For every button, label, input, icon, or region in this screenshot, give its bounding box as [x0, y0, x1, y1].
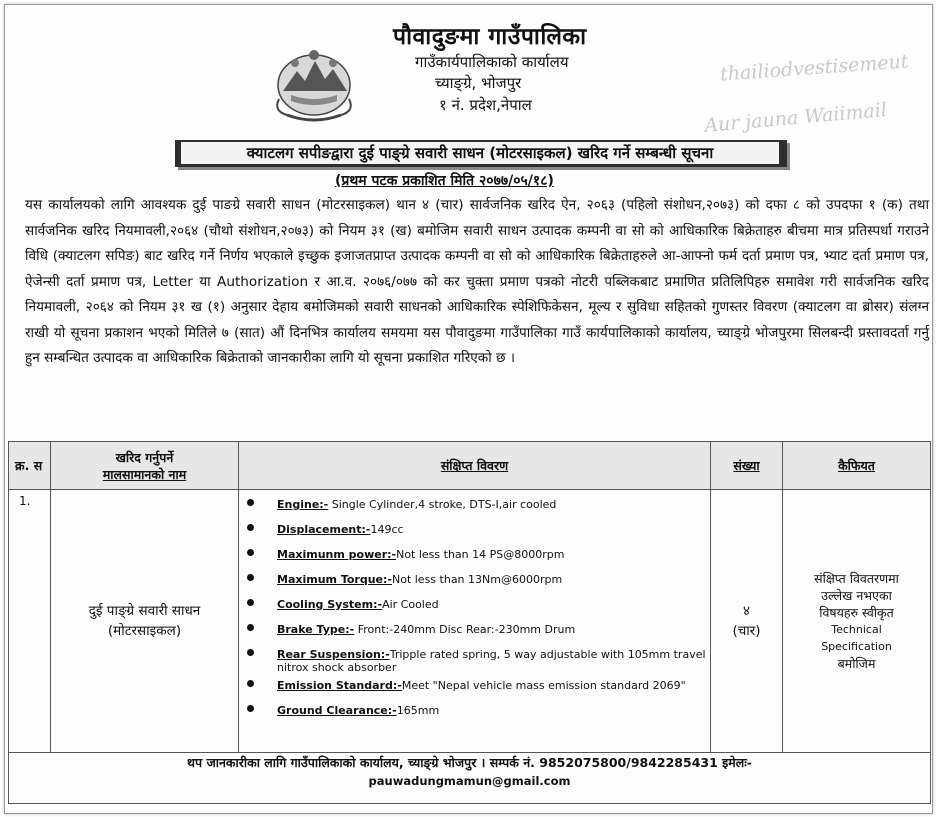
- contact-footer-row: [9, 753, 931, 804]
- remarks-line: बमोजिम: [837, 656, 876, 671]
- header-description: संक्षिप्त विवरण: [239, 442, 711, 490]
- notice-title-banner: [175, 140, 787, 167]
- row-specifications: [239, 490, 711, 753]
- spec-item: [245, 648, 710, 674]
- remarks-line: विषयहरु स्वीकृत: [819, 605, 894, 620]
- row-quantity: [711, 490, 783, 753]
- header-item-name: [51, 442, 239, 490]
- spec-key: Emission Standard:-: [277, 679, 402, 692]
- spec-item: [245, 523, 710, 543]
- province-line: १ नं. प्रदेश,नेपाल: [439, 96, 532, 114]
- header-quantity: संख्या: [711, 442, 783, 490]
- spec-value: Meet "Nepal vehicle mass emission standard 2069": [401, 679, 686, 692]
- header-item-name-line1: खरिद गर्नुपर्ने: [115, 449, 174, 465]
- nepal-emblem-icon: [269, 41, 359, 123]
- bullet-icon: [247, 680, 254, 687]
- publish-date: (प्रथम पटक प्रकाशित मिति २०७७/०५/१८): [335, 173, 554, 189]
- spec-key: Maximum Torque:-: [277, 573, 392, 586]
- spec-item: [245, 704, 710, 724]
- header-sn: क्र. स: [9, 442, 51, 490]
- contact-phone: 9852075800/9842285431: [539, 755, 718, 770]
- contact-email: pauwadungmamun@gmail.com: [368, 774, 571, 788]
- bullet-icon: [247, 549, 254, 556]
- contact-email-label: इमेलः-: [722, 755, 752, 770]
- spec-item: [245, 679, 710, 699]
- bullet-icon: [247, 524, 254, 531]
- table-header-row: [9, 442, 931, 490]
- spec-value: 165mm: [396, 704, 440, 717]
- bullet-icon: [247, 574, 254, 581]
- contact-text: थप जानकारीका लागि गाउँपालिकाको कार्यालय, च्याङ्ग्रे भोजपुर । सम्पर्क नं.: [187, 755, 535, 770]
- remarks-line: संक्षिप्त विवतरणमा: [814, 571, 899, 586]
- items-table: [8, 441, 931, 804]
- row-item-name-line2: (मोटरसाइकल): [107, 623, 182, 639]
- row-item-name: [51, 490, 239, 753]
- row-sn: 1.: [9, 490, 51, 753]
- bullet-icon: [247, 624, 254, 631]
- spec-value: 149cc: [370, 523, 404, 536]
- office-name: गाउँकार्यपालिकाको कार्यालय: [415, 53, 569, 71]
- row-quantity-words: (चार): [732, 623, 761, 639]
- spec-item: [245, 498, 710, 518]
- header-item-name-line2: मालसामानको नाम: [102, 466, 187, 482]
- bullet-icon: [247, 649, 254, 656]
- notice-body: यस कार्यालयको लागि आवश्यक दुई पाङग्रे सवारी साधन (मोटरसाइकल) थान ४ (चार) सार्वजनिक खरिद ऐन, २०६३ (पहिलो संशोधन,२०७३) को दफा ८ को उपदफा १ (क) तथा सार्वजनिक खरिद नियमावली,२०६४ (चौथो संशोधन,२०७३) को नियम ३१ (ख) बमोजिम सवारी साधन उत्पादक कम्पनी वा सो को आधिकारिक बिक्रेताहरु बीचमा मात्र प्रतिस्पर्धा गराउने विधि (क्याटलग सपिङ) बाट खरिद गर्ने निर्णय भएकाले इच्छुक इजाजतप्राप्त उत्पादक कम्पनी वा सो को आधिकारिक बिक्रेताहरुले आ-आफ्नो फर्म दर्ता प्रमाण पत्र, भ्याट दर्ता प्रमाण पत्र, ऐजेन्सी दर्ता प्रमाण पत्र, Letter या Authorization र आ.व. २०७६/०७७ को कर चुक्ता प्रमाण पत्रको नोटरी पब्लिकबाट प्रमाणित प्रतिलिपिहरु समावेश गरी सार्वजनिक खरिद नियमावली, २०६४ को नियम ३१ ख (१) अनुसार देहाय बमोजिमको सवारी साधनको आधिकारिक स्पेशिफिकेसन, मूल्य र सुविधा सहितको गुणस्तर विवरण (क्याटलग वा ब्रोसर) संलग्न राखी यो सूचना प्रकाशन भएको मितिले ७ (सात) औं दिनभित्र कार्यालय समयमा यस पौवादुङमा गाउँपालिका गाउँ कार्यपालिकाको कार्यालय, च्याङ्ग्रे भोजपुरमा सिलबन्दी प्रस्तावदर्ता गर्नु हुन सम्बन्धित उत्पादक वा आधिकारिक बिक्रेताको जानकारीका लागि यो सूचना प्रकाशित गरिएको छ ।: [25, 197, 930, 366]
- spec-key: Engine:-: [277, 498, 329, 511]
- municipality-name: पौवादुङमा गाउँपालिका: [393, 24, 587, 50]
- spec-key: Brake Type:-: [277, 623, 355, 636]
- table-row: [9, 490, 931, 753]
- spec-key: Ground Clearance:-: [277, 704, 397, 717]
- spec-value: Single Cylinder,4 stroke, DTS-I,air cooled: [328, 498, 557, 511]
- notice-title: क्याटलग सपीङद्वारा दुई पाङ्ग्रे सवारी साधन (मोटरसाइकल) खरिद गर्ने सम्बन्धी सूचना: [181, 142, 779, 164]
- spec-value: Tripple rated spring, 5 way adjustable with 105mm travel nitrox shock absorber: [277, 648, 706, 674]
- bullet-icon: [247, 599, 254, 606]
- contact-footer: [9, 753, 931, 804]
- remarks-line: Technical: [831, 623, 882, 636]
- spec-key: Displacement:-: [277, 523, 371, 536]
- spec-key: Cooling System:-: [277, 598, 383, 611]
- spec-item: [245, 573, 710, 593]
- header-remarks: कैफियत: [783, 442, 931, 490]
- spec-value: Front:-240mm Disc Rear:-230mm Drum: [354, 623, 576, 636]
- spec-key: Rear Suspension:-: [277, 648, 390, 661]
- row-remarks: [783, 490, 931, 753]
- faded-bleedthrough-text: Aur jauna Waiimail: [703, 99, 888, 137]
- spec-value: Not less than 13Nm@6000rpm: [391, 573, 563, 586]
- faded-bleedthrough-text: thailiodvestisemeut: [719, 50, 910, 86]
- bullet-icon: [247, 499, 254, 506]
- spec-item: [245, 623, 710, 643]
- spec-value: Air Cooled: [382, 598, 439, 611]
- row-quantity-number: ४: [742, 603, 751, 619]
- spec-value: Not less than 14 PS@8000rpm: [396, 548, 565, 561]
- spec-list: [239, 490, 710, 724]
- spec-item: [245, 548, 710, 568]
- remarks-line: Specification: [821, 640, 892, 653]
- office-location: च्याङ्ग्रे, भोजपुर: [435, 74, 522, 92]
- row-item-name-line1: दुई पाङ्ग्रे सवारी साधन: [88, 603, 201, 619]
- spec-key: Maximunm power:-: [277, 548, 397, 561]
- remarks-line: उल्लेख नभएका: [821, 588, 892, 603]
- spec-item: [245, 598, 710, 618]
- bullet-icon: [247, 705, 254, 712]
